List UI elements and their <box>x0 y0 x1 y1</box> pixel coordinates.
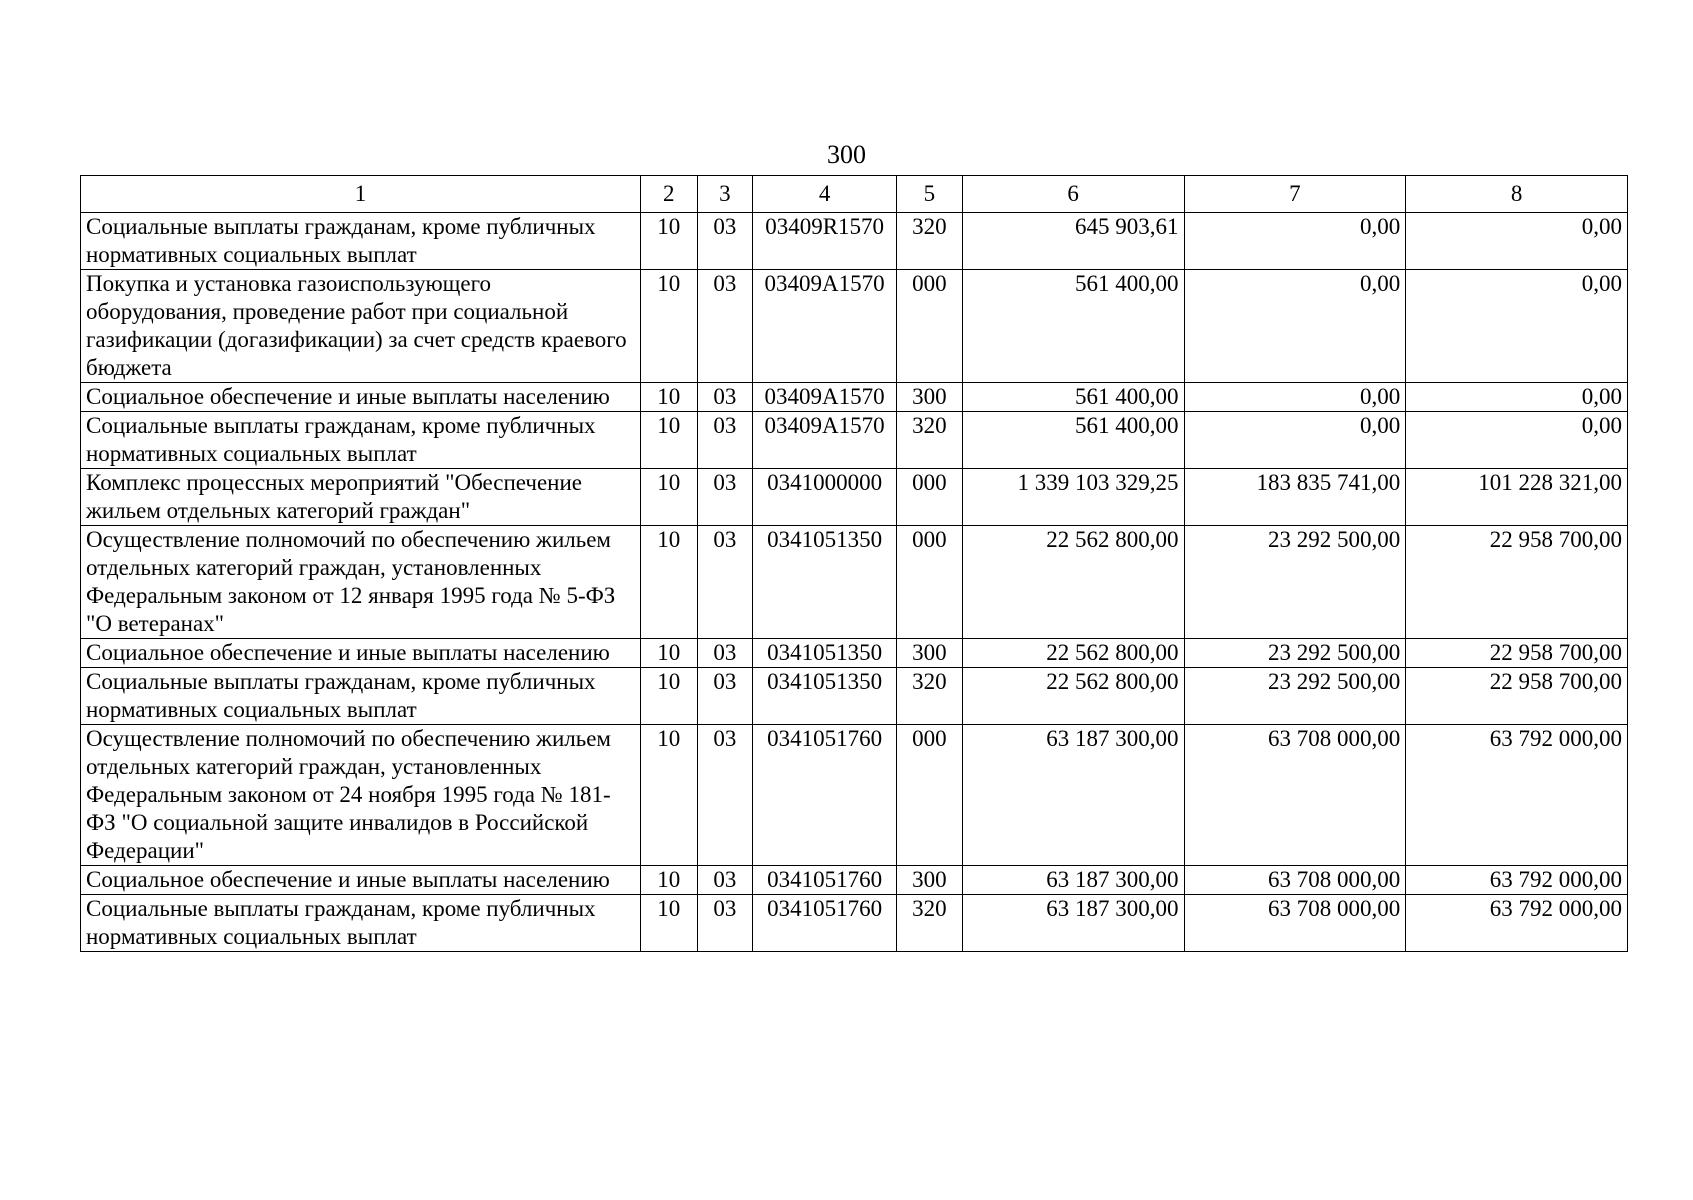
amount-col6: 645 903,61 <box>962 213 1184 270</box>
section-code: 10 <box>640 725 697 866</box>
column-header: 5 <box>897 176 963 213</box>
expense-type-code: 320 <box>897 895 963 952</box>
expense-type-code: 300 <box>897 383 963 412</box>
target-article-code: 03409A1570 <box>753 412 897 469</box>
target-article-code: 0341051760 <box>753 866 897 895</box>
expense-type-code: 000 <box>897 725 963 866</box>
expense-type-code: 320 <box>897 412 963 469</box>
target-article-code: 0341051350 <box>753 639 897 668</box>
amount-col6: 63 187 300,00 <box>962 725 1184 866</box>
section-code: 10 <box>640 668 697 725</box>
section-code: 10 <box>640 270 697 383</box>
amount-col7: 0,00 <box>1184 213 1406 270</box>
subsection-code: 03 <box>697 668 753 725</box>
section-code: 10 <box>640 866 697 895</box>
section-code: 10 <box>640 469 697 526</box>
column-number-row <box>81 176 1628 213</box>
amount-col8: 63 792 000,00 <box>1406 866 1628 895</box>
amount-col6: 561 400,00 <box>962 412 1184 469</box>
target-article-code: 0341051350 <box>753 526 897 639</box>
subsection-code: 03 <box>697 213 753 270</box>
amount-col8: 0,00 <box>1406 412 1628 469</box>
table-row <box>81 866 1628 895</box>
amount-col8: 101 228 321,00 <box>1406 469 1628 526</box>
section-code: 10 <box>640 639 697 668</box>
amount-col7: 23 292 500,00 <box>1184 639 1406 668</box>
table-row <box>81 895 1628 952</box>
subsection-code: 03 <box>697 469 753 526</box>
subsection-code: 03 <box>697 526 753 639</box>
amount-col6: 22 562 800,00 <box>962 668 1184 725</box>
amount-col6: 561 400,00 <box>962 383 1184 412</box>
section-code: 10 <box>640 213 697 270</box>
amount-col7: 0,00 <box>1184 270 1406 383</box>
expense-type-code: 320 <box>897 668 963 725</box>
expense-type-code: 000 <box>897 270 963 383</box>
table-row <box>81 725 1628 866</box>
amount-col8: 0,00 <box>1406 383 1628 412</box>
target-article-code: 0341051760 <box>753 895 897 952</box>
column-header: 8 <box>1406 176 1628 213</box>
expense-type-code: 320 <box>897 213 963 270</box>
amount-col7: 63 708 000,00 <box>1184 895 1406 952</box>
table-row <box>81 270 1628 383</box>
subsection-code: 03 <box>697 270 753 383</box>
amount-col8: 63 792 000,00 <box>1406 895 1628 952</box>
amount-col8: 0,00 <box>1406 270 1628 383</box>
column-header: 7 <box>1184 176 1406 213</box>
table-row <box>81 213 1628 270</box>
table-row <box>81 668 1628 725</box>
amount-col8: 22 958 700,00 <box>1406 639 1628 668</box>
table-row <box>81 469 1628 526</box>
amount-col7: 23 292 500,00 <box>1184 668 1406 725</box>
row-name: Социальное обеспечение и иные выплаты населению <box>81 383 641 412</box>
amount-col6: 22 562 800,00 <box>962 526 1184 639</box>
subsection-code: 03 <box>697 383 753 412</box>
amount-col6: 63 187 300,00 <box>962 866 1184 895</box>
amount-col6: 63 187 300,00 <box>962 895 1184 952</box>
row-name: Социальные выплаты гражданам, кроме публичных нормативных социальных выплат <box>81 895 641 952</box>
target-article-code: 0341051350 <box>753 668 897 725</box>
section-code: 10 <box>640 526 697 639</box>
section-code: 10 <box>640 412 697 469</box>
target-article-code: 0341000000 <box>753 469 897 526</box>
subsection-code: 03 <box>697 639 753 668</box>
page-number-text: 300 <box>827 140 866 169</box>
row-name: Социальные выплаты гражданам, кроме публичных нормативных социальных выплат <box>81 668 641 725</box>
page-number <box>0 140 1693 170</box>
column-header: 3 <box>697 176 753 213</box>
row-name: Осуществление полномочий по обеспечению жильем отдельных категорий граждан, установленных Федеральным законом от 12 января 1995 года № 5-ФЗ "О ветеранах" <box>81 526 641 639</box>
column-header: 1 <box>81 176 641 213</box>
amount-col8: 22 958 700,00 <box>1406 526 1628 639</box>
row-name: Социальное обеспечение и иные выплаты населению <box>81 866 641 895</box>
section-code: 10 <box>640 383 697 412</box>
subsection-code: 03 <box>697 866 753 895</box>
subsection-code: 03 <box>697 412 753 469</box>
column-header: 6 <box>962 176 1184 213</box>
subsection-code: 03 <box>697 895 753 952</box>
amount-col7: 183 835 741,00 <box>1184 469 1406 526</box>
table-row <box>81 412 1628 469</box>
row-name: Покупка и установка газоиспользующего оборудования, проведение работ при социальной газификации (догазификации) за счет средств краевого бюджета <box>81 270 641 383</box>
target-article-code: 03409A1570 <box>753 383 897 412</box>
expense-type-code: 300 <box>897 866 963 895</box>
target-article-code: 0341051760 <box>753 725 897 866</box>
amount-col6: 561 400,00 <box>962 270 1184 383</box>
amount-col6: 22 562 800,00 <box>962 639 1184 668</box>
row-name: Осуществление полномочий по обеспечению жильем отдельных категорий граждан, установленных Федеральным законом от 24 ноября 1995 года № 181-ФЗ "О социальной защите инвалидов в Российской Федерации" <box>81 725 641 866</box>
amount-col7: 23 292 500,00 <box>1184 526 1406 639</box>
target-article-code: 03409A1570 <box>753 270 897 383</box>
column-header: 2 <box>640 176 697 213</box>
row-name: Комплекс процессных мероприятий "Обеспечение жильем отдельных категорий граждан" <box>81 469 641 526</box>
table-row <box>81 526 1628 639</box>
row-name: Социальные выплаты гражданам, кроме публичных нормативных социальных выплат <box>81 412 641 469</box>
table-row <box>81 383 1628 412</box>
budget-table <box>80 175 1628 952</box>
amount-col8: 22 958 700,00 <box>1406 668 1628 725</box>
column-header: 4 <box>753 176 897 213</box>
section-code: 10 <box>640 895 697 952</box>
amount-col7: 0,00 <box>1184 412 1406 469</box>
amount-col7: 63 708 000,00 <box>1184 866 1406 895</box>
expense-type-code: 000 <box>897 526 963 639</box>
amount-col7: 0,00 <box>1184 383 1406 412</box>
amount-col8: 0,00 <box>1406 213 1628 270</box>
row-name: Социальное обеспечение и иные выплаты населению <box>81 639 641 668</box>
amount-col7: 63 708 000,00 <box>1184 725 1406 866</box>
expense-type-code: 000 <box>897 469 963 526</box>
amount-col6: 1 339 103 329,25 <box>962 469 1184 526</box>
table-row <box>81 639 1628 668</box>
subsection-code: 03 <box>697 725 753 866</box>
expense-type-code: 300 <box>897 639 963 668</box>
amount-col8: 63 792 000,00 <box>1406 725 1628 866</box>
target-article-code: 03409R1570 <box>753 213 897 270</box>
row-name: Социальные выплаты гражданам, кроме публичных нормативных социальных выплат <box>81 213 641 270</box>
